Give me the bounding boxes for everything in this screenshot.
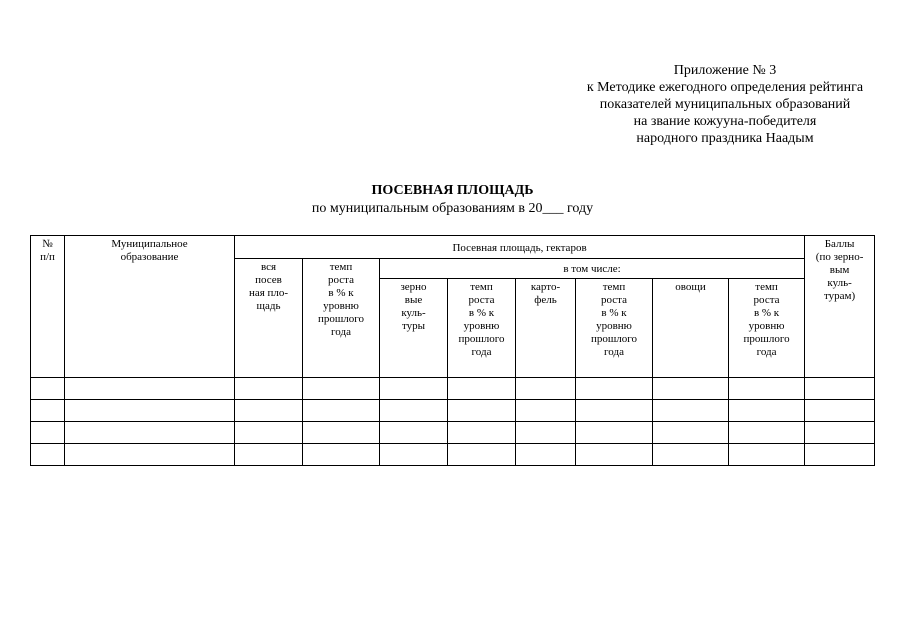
table-cell	[380, 378, 448, 400]
table-cell	[31, 444, 65, 466]
table-cell	[516, 444, 576, 466]
table-cell	[448, 422, 516, 444]
table-cell	[729, 400, 805, 422]
appendix-reference-line: показателей муниципальных образований	[599, 97, 851, 112]
table-cell	[235, 400, 303, 422]
table-cell	[448, 400, 516, 422]
header-score: Баллы (по зерно- вым куль- турам)	[805, 236, 875, 378]
appendix-number: Приложение № 3	[673, 63, 777, 78]
table-cell	[805, 400, 875, 422]
appendix-header	[560, 62, 890, 147]
header-growth-grain: темп роста в % к уровню прошлого года	[448, 279, 516, 378]
table-cell	[380, 400, 448, 422]
header-vegetables: овощи	[653, 279, 729, 378]
header-including: в том числе:	[380, 259, 805, 279]
appendix-reference: к Методике ежегодного определения рейтинга	[586, 80, 864, 95]
table-cell	[576, 378, 653, 400]
header-growth-vegetables: темп роста в % к уровню прошлого года	[729, 279, 805, 378]
document-subtitle: по муниципальным образованиям в 20___ году	[311, 201, 594, 216]
table-cell	[729, 422, 805, 444]
table-cell	[516, 378, 576, 400]
table-cell	[729, 444, 805, 466]
header-growth-potato: темп роста в % к уровню прошлого года	[576, 279, 653, 378]
table-cell	[65, 400, 235, 422]
table-cell	[380, 422, 448, 444]
table-row	[31, 444, 875, 466]
table-row	[31, 422, 875, 444]
header-growth-total: темп роста в % к уровню прошлого года	[303, 259, 380, 378]
table-cell	[805, 444, 875, 466]
table-cell	[65, 422, 235, 444]
header-municipality: Муниципальное образование	[65, 236, 235, 378]
table-cell	[65, 378, 235, 400]
table-cell	[516, 422, 576, 444]
table-cell	[576, 400, 653, 422]
table-cell	[303, 444, 380, 466]
table-row	[31, 378, 875, 400]
table-header-row	[31, 236, 875, 259]
table-cell	[31, 422, 65, 444]
table-cell	[576, 444, 653, 466]
table-cell	[653, 422, 729, 444]
table-cell	[653, 378, 729, 400]
table-cell	[576, 422, 653, 444]
appendix-reference-line: на звание кожууна-победителя	[633, 114, 817, 129]
header-number: № п/п	[31, 236, 65, 378]
table-cell	[303, 400, 380, 422]
table-cell	[448, 444, 516, 466]
table-cell	[653, 400, 729, 422]
header-total-area: вся посев ная пло- щадь	[235, 259, 303, 378]
sown-area-table	[30, 235, 875, 466]
table-cell	[380, 444, 448, 466]
table-cell	[303, 378, 380, 400]
table-cell	[653, 444, 729, 466]
table-cell	[805, 378, 875, 400]
table-cell	[235, 444, 303, 466]
table-cell	[31, 378, 65, 400]
header-potato: карто- фель	[516, 279, 576, 378]
appendix-reference-line: народного праздника Наадым	[636, 131, 814, 146]
table-cell	[303, 422, 380, 444]
header-sown-area: Посевная площадь, гектаров	[235, 236, 805, 259]
table-cell	[729, 378, 805, 400]
table-cell	[235, 422, 303, 444]
table-cell	[805, 422, 875, 444]
document-title: ПОСЕВНАЯ ПЛОЩАДЬ	[371, 183, 534, 198]
table-cell	[235, 378, 303, 400]
table-cell	[516, 400, 576, 422]
table-cell	[65, 444, 235, 466]
table-cell	[31, 400, 65, 422]
header-grain: зерно вые куль- туры	[380, 279, 448, 378]
table-row	[31, 400, 875, 422]
table-cell	[448, 378, 516, 400]
